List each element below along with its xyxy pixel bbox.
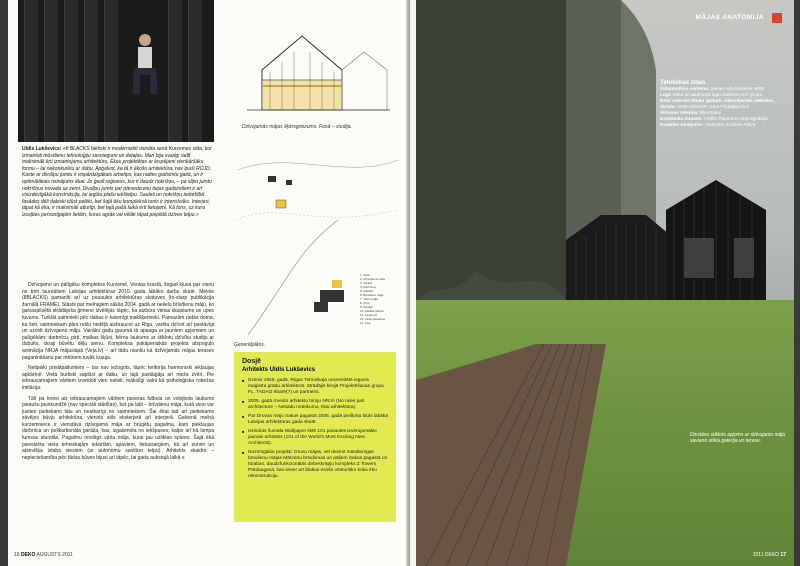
technical-specs <box>660 80 790 129</box>
svg-text:11. Laukums: 11. Laukums <box>360 313 377 317</box>
dossier-name: Arhitekts Uldis Lukševics <box>242 367 316 373</box>
spec-row: Dzelzkoka terases: Nrdžo Paint Eco Impregnācija <box>660 117 768 122</box>
right-page <box>410 0 794 566</box>
page-number: 17 <box>780 552 786 558</box>
issue-date: 2011 DEKO <box>752 552 780 558</box>
plan-legend <box>360 273 386 325</box>
photo-caption: Divstāvu stiklots apjoms ar dzīvojamo māju savieno stikla galerija un terase. <box>690 432 786 445</box>
svg-text:13. Upe: 13. Upe <box>360 321 371 325</box>
spec-row: Logi: koka un alumīnija logu sistēma ALF grupa <box>660 93 763 98</box>
svg-text:6. Brīvdienu māja: 6. Brīvdienu māja <box>360 293 384 297</box>
architect-figure <box>130 30 160 100</box>
architect-portrait-photo <box>18 0 214 142</box>
specs-title: Tehniskas ziņas <box>660 80 706 86</box>
section-square-icon <box>772 13 782 23</box>
svg-text:5. Garāža: 5. Garāža <box>360 289 374 293</box>
body-paragraph: Dzīvojamo un palīgēku komplekss Kurzemē, Ventas krastā, šogad kļuva par vienu no trim laureātiem Latvijas arhitektūras 2010. gada labāko darbu skatē. Melnie (8BLACKS) pamanīti arī uz pasaules arhitektūras skatuves (to-starp publikācija žurnālā FRAME). Stāsts par melnajiem sākās 2004. gadā ar nelielu brīvdienu māju, ko galvaspilsētā strādājoša ģimene izvēlējās tāpēc, ka aizbūra vietas skaistums un upes tuvums. Turklāt saimnieki pēc dabas ir kaismīgi makšķernieki. Pamazām radās doma, ka šeit, saimniekam pārs reižu nedēļā aizbraucot uz Rīgu, varētu dzīvot arī pastāvīgi un uzcelt dzīvojamo māju. Vairāku gadu garumā tā apauga ar jauniem apjomiem un palīgēkām: darbnīcu, pirti, malkas šķūni, bērnu laukums ar stiklotu dzīvību studiju ar dubultu, skraji būvētu dēļu sienu. Kompleksa pakāpeniskās projekta atspoguļo animācija NRJA mājaslapā (Veja.lv) – arī tādu nianšu kā dzīvojamās mājas terases paganināšanu par metriem tuvāk krauja. <box>22 282 214 361</box>
svg-text:8. Pirts: 8. Pirts <box>360 301 370 305</box>
spec-row: Fasādes tonējums: Vivacolor Koloree Aktva <box>660 123 756 128</box>
continue-arrow-icon: » <box>181 454 185 461</box>
dossier-title: Dosjē <box>242 358 262 365</box>
spec-row: Virtuves tehnika: Electrolux <box>660 111 721 116</box>
issue-date: AUGUSTS 2011 <box>36 552 73 558</box>
page-number: 16 <box>14 552 20 558</box>
left-folio <box>14 552 73 558</box>
site-plan-caption: Ģenerālplāns. <box>234 342 266 348</box>
svg-text:3. Terase: 3. Terase <box>360 281 373 285</box>
page-edge <box>410 0 416 566</box>
svg-text:2. Dzīvojamā māja: 2. Dzīvojamā māja <box>360 277 385 281</box>
list-item: ■ Dzimis 1969. gadā. Rīgas Tehniskajā universitātē ieguvis maģistra grādu arhitektūrā. Strādājis birojā Projektēšanas grupa FL, TADAO ēbarē(?) un partneris. <box>242 378 388 396</box>
section-title: MĀJAS ANATOMIJA <box>695 14 764 21</box>
svg-text:12. Laivu piestātne: 12. Laivu piestātne <box>360 317 386 321</box>
dossier-box <box>234 352 396 522</box>
right-folio <box>753 552 786 558</box>
dossier-list <box>242 378 388 480</box>
list-item: ■ Nozīmīgākie projekti: Druvu mājas, vēl desmit mūsdienīgas brīvdienu mājas Mārcenu brīvdienas un pāļiem Sakas pagastā un tūrabas, daudzfunkcionālās debeskrāpju kompleks Z Towers Pārdaugavā, kas ietver arī blakus esošo vēsturisko koka ēku rekonstrukciju. <box>242 450 388 480</box>
body-paragraph: Tālī pa kreisi aiz iebraucamajiem vārtiem paveras futbola un volejbola laukums pieaušu jaunkundžē (nav speciāli stādītas), bet pa labi – brīvdienu māja, kurā viesi var justies pietiekami tālu un neatkarīgi no saimniekiem. Šai ēkai tad arī pietiekams zāvējos būvju arhitektūra, vienots stils eksterjerā arī interjerā. Galvenā melnā kurzemniece ir vienstāva dzīvojamā māja ar brūgētu pagalmu, kam pieklaujas darbnīca un polikarbonāta garāža, kas, izgaismota no iekšpuses, kalpo arī kā lampa tumsas stundās. Pagalmu noslēgs vārtu māja, kurai jau uzliktas spāres. Šajā ēkā paredzēta vieta tehniskajām iekārtām, apaviem, lietussargiem, kā arī sunim un atsevišķa istaba viesiem (ar autonomu sanitāro telpu). Arhitekts skaidro – nepieciešamība pēc tādas būves bijusi arī tāpēc, lai gada aukstajā laikā » <box>22 395 214 461</box>
quote-author: Uldis Lukševics: <box>22 146 62 152</box>
svg-text:4. Darbnīca: 4. Darbnīca <box>360 285 376 289</box>
article-body <box>22 282 214 465</box>
spec-row: Siltumsūkņa sistēma: zemes siltumsūknis NIBE <box>660 87 765 92</box>
svg-text:9. Studija: 9. Studija <box>360 305 373 309</box>
magazine-brand: DEKO <box>20 552 36 558</box>
house-photo <box>416 0 794 330</box>
list-item: ■ Ierindots žurnāla Wallpaper listē 101 pasaules ievērojamākie jaunais arhitekts (101 of the World's Most Exciting New Architects). <box>242 429 388 447</box>
architect-quote <box>22 146 214 219</box>
site-plan <box>228 140 404 340</box>
section-drawing-caption: Dzīvojamās mājas šķērsgriezums. Fonā – studija. <box>242 124 352 130</box>
body-paragraph: Netipiski privātpaliumiem – tas nav iežogots, tāpēc teritorija harmoniski iekļaujas apkārtnē. Vieta burtiski saplūst ar dabu, un tajā pastāigāju arī meža zvēri. Pie iebraucamajiem vārtiem izveidoti vien nelieli, mākslīgi valni kā psiholoģiska robežas imitācija. <box>22 365 214 391</box>
svg-text:1. Sēta: 1. Sēta <box>360 273 370 277</box>
quote-text: «8 BLACKS faktiski ir modernizēti risināta senā Kurzemes sēta, kur izmantoti mūsdienu tehnoloģiju sasniegumi un detaļas. Man bija svarīgi radīt maksimāli ērti izmantojamu arhitektūru. Ēkas projektētas ar iespējami vienkāršāku formu – lai nekonkurētu ar dabu. Apgalvot, ka tā ir ēkošu arhitektūra, nav īpaši ROJD. Kaste ar divslīpu jumtu ir vispārdzīgākais arhetips, kas radies gadsimtu gaitā, un ir optimālākais risinājums ēkai. Jo ģeolī reģionos, kur ir daudz nokrišņu, – pa slīpo jumtu nokrišņus novada uz zemi. Divslīpu jumts par pārsedzumu tiejas gadsimtiem ir arī visizdevīgākā konstrukcija, lai iegūtu plašu iekštelpu. Sauleš un nokrišņu iedarbībā fasādes dēli dabiski kļūst pelēki, bet šajā ēku kompleksā tonis ir intensīvāks. Interjeri, tāpat kā ēka, ir maksimāli atturīgi, bet tajā pašā laikā ērti lietojami. Kā fons, uz kura izceļties personīgajām lietām, kuras agrāk vai vēlāk tāpat piepildā dzīves telpu.» <box>22 146 212 218</box>
svg-text:10. Malkas šķūnis: 10. Malkas šķūnis <box>360 309 384 313</box>
left-page <box>8 0 408 566</box>
list-item: ■ Par Druvas māju Sakas pagastā 2006. gadā piešķirta tituls labākā Latvijas arhitektūras gada skatē. <box>242 414 388 426</box>
svg-text:7. Vārtu māja: 7. Vārtu māja <box>360 297 378 301</box>
section-drawing <box>242 30 392 120</box>
list-item: ■ 2005. gadā izveido arhitektu biroju NRJA (No rules just architecture – Nekādu noteikumu, tikai arhitektūra). <box>242 399 388 411</box>
spec-row: Brīvi stāvošo bloku apdare, iebūvējamās mēbeles, durvis: GSR-GROUP, Juris Prigaļegovics <box>660 99 775 110</box>
